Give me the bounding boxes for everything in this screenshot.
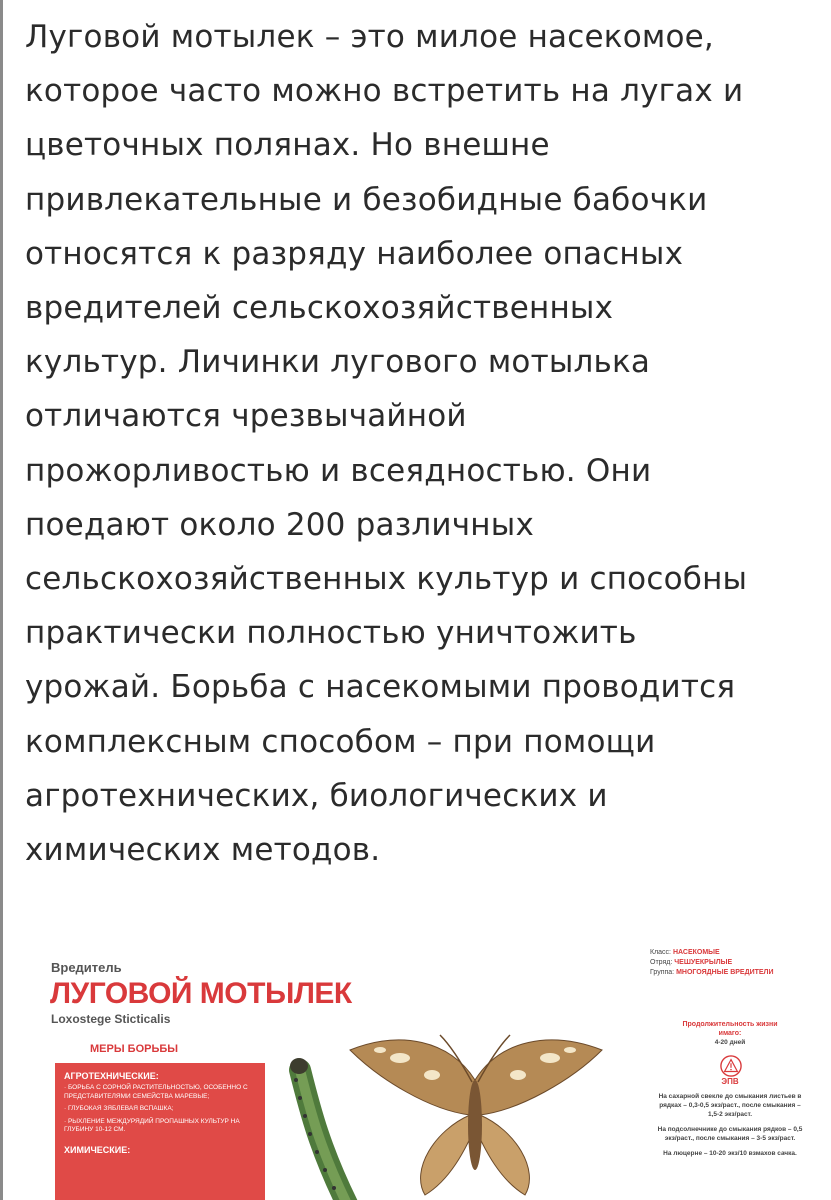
poster-latin-name: Loxostege Sticticalis bbox=[51, 1012, 171, 1026]
poster-caption: Вредитель bbox=[51, 960, 122, 975]
agro-item: · БОРЬБА С СОРНОЙ РАСТИТЕЛЬНОСТЬЮ, ОСОБЕННО С ПРЕДСТАВИТЕЛЯМИ СЕМЕЙСТВА МАРЕВЫЕ; bbox=[64, 1084, 248, 1100]
article-line: отличаются чрезвычайной bbox=[25, 398, 467, 435]
article-line: которое часто можно встретить на лугах и bbox=[25, 73, 744, 110]
taxonomy-group: Группа: МНОГОЯДНЫЕ ВРЕДИТЕЛИ bbox=[650, 969, 774, 976]
article-line: относятся к разряду наиболее опасных bbox=[25, 235, 684, 272]
agro-item: · ГЛУБОКАЯ ЗЯБЛЕВАЯ ВСПАШКА; bbox=[64, 1105, 174, 1112]
chem-heading: ХИМИЧЕСКИЕ: bbox=[64, 1144, 131, 1155]
epv-note: На сахарной свекле до смыкания листьев в рядках – 0,3-0,5 экз/раст., после смыкания – 1,5-2 экз/раст. bbox=[658, 1093, 802, 1118]
article-line: привлекательные и безобидные бабочки bbox=[25, 181, 708, 218]
taxonomy-order: Отряд: ЧЕШУЕКРЫЛЫЕ bbox=[650, 959, 733, 966]
epv-note: На люцерне – 10-20 экз/10 взмахов сачка. bbox=[663, 1150, 797, 1157]
article-line: поедают около 200 различных bbox=[25, 506, 534, 543]
lifespan-value: 4-20 дней bbox=[714, 1039, 746, 1046]
pest-poster-image bbox=[40, 930, 810, 1200]
agro-heading: АГРОТЕХНИЧЕСКИЕ: bbox=[64, 1071, 159, 1081]
article-line: химических методов. bbox=[25, 832, 381, 869]
article-line: цветочных полянах. Но внешне bbox=[25, 127, 550, 164]
poster-title: ЛУГОВОЙ МОТЫЛЕК bbox=[50, 977, 352, 1010]
article-paragraph bbox=[25, 10, 815, 877]
lifespan-label: Продолжительность жизни имаго: bbox=[682, 1021, 778, 1037]
article-line: комплексным способом – при помощи bbox=[25, 723, 656, 760]
poster-info-column bbox=[560, 948, 803, 1158]
poster-measures-heading: МЕРЫ БОРЬБЫ bbox=[90, 1043, 179, 1055]
article-line: вредителей сельскохозяйственных bbox=[25, 290, 614, 327]
poster-measures-box bbox=[55, 1063, 265, 1200]
article-line: Луговой мотылек – это милое насекомое, bbox=[25, 19, 714, 55]
article-line: прожорливостью и всеядностью. Они bbox=[25, 452, 652, 489]
article-line: сельскохозяйственных культур и способны bbox=[25, 561, 748, 598]
article-line: практически полностью уничтожить bbox=[25, 615, 637, 652]
epv-label: ЭПВ bbox=[721, 1077, 739, 1086]
article-line: агротехнических, биологических и bbox=[25, 777, 608, 814]
epv-note: На подсолнечнике до смыкания рядков – 0,5 экз/раст., после смыкания – 3-5 экз/раст. bbox=[657, 1126, 803, 1142]
article-line: культур. Личинки лугового мотылька bbox=[25, 344, 651, 381]
agro-item: · РЫХЛЕНИЕ МЕЖДУРЯДИЙ ПРОПАШНЫХ КУЛЬТУР НА ГЛУБИНУ 10-12 СМ. bbox=[64, 1117, 240, 1133]
left-border bbox=[0, 0, 3, 1200]
article-line: урожай. Борьба с насекомыми проводится bbox=[25, 669, 736, 706]
warning-icon bbox=[720, 1055, 742, 1077]
taxonomy-class: Класс: НАСЕКОМЫЕ bbox=[650, 949, 720, 956]
